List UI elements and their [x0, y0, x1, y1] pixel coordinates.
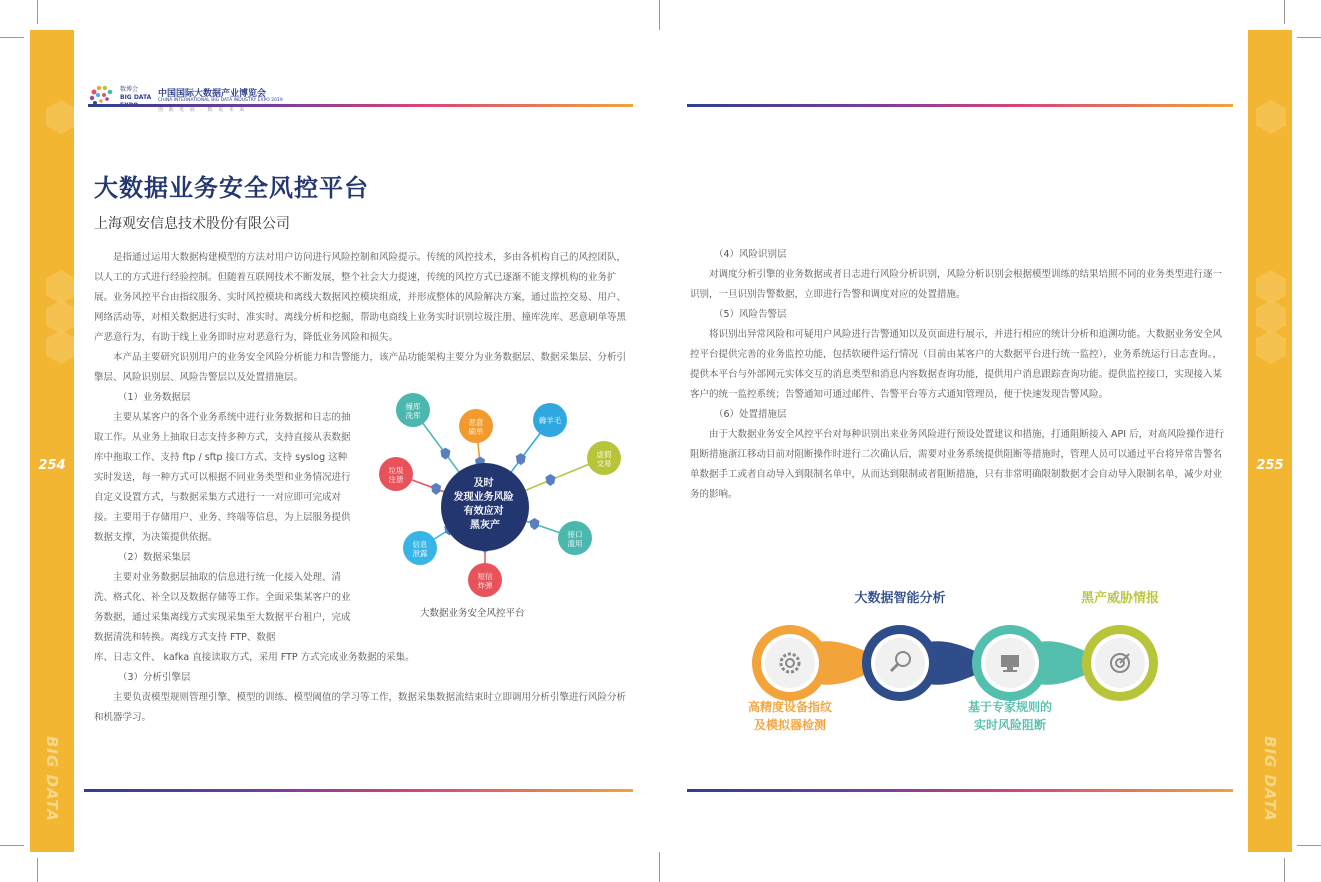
- left-side-text: BIG DATA: [43, 736, 61, 822]
- crop-mark: [1297, 845, 1321, 846]
- layer3-text: 主要负责模型规则管理引擎、模型的训练、模型阈值的学习等工作，数据采集数据流结束时立即调用分析引擎进行风险分析和机器学习。: [94, 692, 627, 723]
- risk-node-label: 撞库洗库: [405, 402, 421, 420]
- intro-block: [94, 248, 634, 388]
- right-side-bar: [1248, 30, 1292, 852]
- layer6-text: 由于大数据业务安全风控平台对每种识别出来业务风险进行预设处置建议和措施，打通阻断接入 API 后，对高风险操作进行阻断措施浙江移动目前对阻断操作时进行二次确认后，需要对业务系统提供阻断等措施时，管理人员可以通过平台将异常告警名单数据手工或者自动导入到限制名单中，从而达到限制或者阻断措施，只有非常明确限制数据才会自动导入限制名单，减少对业务的影响。: [690, 429, 1225, 500]
- layer2-text: 主要对业务数据层抽取的信息进行统一化接入处理、清洗、格式化、补全以及数据存储等工作。全面采集某客户的业务数据，通过采集离线方式实现采集至大数据平台租户，完成数据清洗和转换。离线方式支持 FTP、数据: [94, 572, 351, 643]
- footer-rule-left: [84, 789, 633, 792]
- expo-logo: [88, 84, 288, 118]
- risk-node-label: 信息泄露: [412, 540, 428, 558]
- risk-hub-diagram: [370, 392, 640, 600]
- logo-slogan: 创 新 发 展 · 数 说 未 来: [158, 107, 247, 113]
- right-page-number: 255: [1256, 458, 1284, 473]
- risk-node-label: 虚假交易: [596, 450, 612, 468]
- risk-node-label: 恶意刷单: [468, 418, 484, 436]
- crop-mark: [659, 852, 660, 882]
- left-page-number: 254: [38, 458, 66, 473]
- logo-small-line: 数博会: [120, 86, 139, 93]
- shield-icon: [545, 474, 555, 486]
- layer-column: [94, 388, 356, 648]
- layer5-text: 将识别出异常风险和可疑用户风险进行告警通知以及页面进行展示，并进行相应的统计分析和追溯功能。大数据业务安全风控平台提供完善的业务监控功能，包括软硬件运行情况（目前由某客户的大数据平台进行统一监控），业务系统运行日志查询。，提供本平台与外部网元实体交互的消息类型和消息内容数据查询功能，提供用户消息跟踪查询功能。提供监控接口，实现接入某客户的统一监控系统；告警通知可通过邮件、告警平台等方式通知管理员，便于快速发现告警风险。: [690, 329, 1223, 400]
- bottom-label: 实时风险阻断: [973, 718, 1047, 732]
- logo-dots-icon: [88, 84, 116, 112]
- shield-icon: [431, 483, 441, 495]
- ring-teal: [972, 625, 1048, 701]
- hub-text: 黑灰产: [470, 520, 500, 531]
- ring-orange: [752, 625, 828, 701]
- company-name: 上海观安信息技术股份有限公司: [94, 216, 290, 232]
- layer3-title: （3）分析引擎层: [118, 672, 191, 683]
- logo-chinese-name: 中国国际大数据产业博览会: [158, 89, 267, 99]
- crop-mark: [1297, 37, 1321, 38]
- crop-mark: [1284, 858, 1285, 882]
- bottom-label: 高精度设备指纹: [747, 700, 833, 714]
- layer2-text-continued: 库、日志文件、 kafka 直接读取方式，采用 FTP 方式完成业务数据的采集。: [94, 652, 415, 663]
- left-side-bar: [30, 30, 74, 852]
- crop-mark: [1284, 0, 1285, 24]
- right-page-text: [690, 245, 1230, 505]
- crop-mark: [37, 0, 38, 24]
- layer1-title: （1）业务数据层: [118, 392, 191, 403]
- layer4-text: 对调度分析引擎的业务数据或者日志进行风险分析识别，风险分析识别会根据模型训练的结果培照不同的业务类型进行逐一识别，一旦识别告警数据，立即进行告警和调度对应的处置措施。: [690, 269, 1223, 300]
- bottom-label: 及模拟器检测: [753, 718, 827, 732]
- risk-node-label: 薅羊毛: [538, 416, 562, 425]
- intro-paragraph: 本产品主要研究识别用户的业务安全风险分析能力和告警能力，该产品功能架构主要分为业务数据层、数据采集层、分析引擎层、风险识别层、风险告警层以及处置措施层。: [94, 352, 627, 383]
- risk-node-label: 垃圾注册: [388, 466, 404, 484]
- top-label: 黑产威胁情报: [1080, 590, 1160, 605]
- right-side-text: BIG DATA: [1261, 736, 1279, 822]
- ring-lime: [1082, 625, 1158, 701]
- hub-text: 及时: [473, 478, 494, 489]
- logo-small-line: BIG DATA: [120, 94, 152, 101]
- article-title: 大数据业务安全风控平台: [94, 174, 369, 202]
- layer5-title: （5）风险告警层: [714, 309, 787, 320]
- top-label: 大数据智能分析: [854, 590, 946, 605]
- crop-mark: [0, 37, 24, 38]
- crop-mark: [37, 858, 38, 882]
- hub-text: 有效应对: [463, 506, 504, 517]
- bottom-label: 基于专家规则的: [967, 700, 1053, 714]
- ring-navy: [862, 625, 938, 701]
- logo-english-name: CHINA INTERNATIONAL BIG DATA INDUSTRY EXPO 2019: [158, 98, 283, 103]
- diagram-caption: 大数据业务安全风控平台: [420, 608, 525, 619]
- layer4-title: （4）风险识别层: [714, 249, 787, 260]
- footer-rule-right: [687, 789, 1233, 792]
- risk-node-label: 短信炸弹: [477, 572, 493, 590]
- header-rule-right: [687, 104, 1233, 107]
- hub-text: 发现业务风险: [453, 492, 514, 503]
- layer2-title: （2）数据采集层: [118, 552, 191, 563]
- crop-mark: [0, 845, 24, 846]
- shield-icon: [530, 518, 540, 530]
- capability-rings-diagram: [735, 583, 1185, 743]
- layer-continuation: [94, 648, 634, 728]
- layer6-title: （6）处置措施层: [714, 409, 787, 420]
- layer1-text: 主要从某客户的各个业务系统中进行业务数据和日志的抽取工作。从业务上抽取日志支持多种方式，支持直接从表数据库中拖取工作、支持 ftp / sftp 接口方式、支持 syslog 这种实时发送，每一种方式可以根据不同业务类型和业务情况进行自定义设置方式，与数据采集方式进行一一对应即可完成对接。主要用于存储用户、业务、终端等信息，为上层服务提供数据支撑，为决策提供依据。: [94, 412, 351, 543]
- intro-paragraph: 是指通过运用大数据构建模型的方法对用户访问进行风险控制和风险提示。传统的风控技术，多由各机构自己的风控团队，以人工的方式进行经验控制。但随着互联网技术不断发展，整个社会大力提速，传统的风控方式已逐渐不能支撑机构的业务扩展。业务风控平台由指纹服务、实时风控模块和离线大数据风控模块组成，并形成整体的风险解决方案，通过监控交易、用户、网络活动等，对相关数据进行实时、准实时、离线分析和挖掘，帮助电商线上业务实时识别垃圾注册、撞库洗库、恶意刷单等黑产恶意行为，有助于线上业务即时应对恶意行为，降低业务风险和损失。: [94, 252, 627, 343]
- crop-mark: [659, 0, 660, 30]
- header-rule-left: [88, 104, 633, 107]
- risk-node-label: 接口滥用: [567, 530, 583, 548]
